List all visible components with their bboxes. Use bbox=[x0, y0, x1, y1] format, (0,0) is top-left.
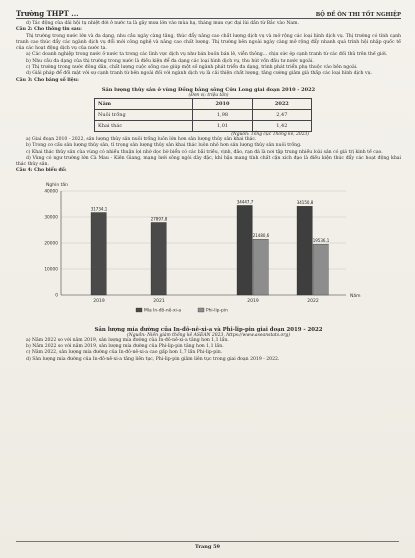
y-tick-label: 40000 bbox=[44, 189, 58, 195]
question-2 bbox=[16, 27, 401, 77]
table-title: Sản lượng thủy sản ở vùng Đồng bằng sông Cửu Long giai đoạn 2010 - 2022 bbox=[101, 86, 316, 93]
q2-label: Câu 2: Cho thông tin sau: bbox=[16, 27, 82, 33]
table-cell: 1,98 bbox=[193, 109, 252, 120]
table-row bbox=[95, 120, 312, 131]
q3-item-b: b) Trong cơ cấu sản lượng thủy sản, tỉ trọng sản lượng thủy sản khai thác luôn nhỏ hơn sản lượng thủy sản nuôi trồng. bbox=[26, 143, 302, 149]
chart-title: Sản lượng mía đường của In-đô-nê-xi-a và Phi-lip-pin giai đoạn 2019 - 2022 bbox=[94, 326, 323, 333]
data-table bbox=[94, 98, 312, 132]
q2-item-a: a) Các doanh nghiệp trong nước ở nước ta trong các lĩnh vực dịch vụ như bán buôn bán lẻ, viễn thông... chịu sức ép cạnh tranh từ các đối thủ trên thế giới. bbox=[26, 52, 388, 58]
legend-label: Phi-lip-pin bbox=[206, 308, 228, 314]
q4-item-c: c) Năm 2022, sản lượng mía đường của In-đô-nê-xi-a cao gấp hơn 1,7 lần Phi-lip-pin. bbox=[26, 350, 223, 356]
q4-item-b: b) Năm 2022 so với năm 2019, sản lượng mía đường của Phi-lip-pin tăng hơn 1,1 lần. bbox=[26, 344, 224, 350]
page-footer: Trang 59 bbox=[16, 541, 399, 550]
x-axis-label: Năm bbox=[350, 293, 361, 299]
y-tick-label: 20000 bbox=[44, 241, 58, 247]
q3-item-c: c) Khai thác thủy sản của vùng có nhiều thuận lợi nhờ dọc bờ biển có các bãi triều, vịnh, đảo, rạn đá là nơi tập trung nhiều loài sản có giá trị kinh tế cao. bbox=[26, 149, 383, 155]
chart-bar bbox=[253, 239, 268, 295]
data-label: 34150,8 bbox=[296, 199, 314, 205]
data-label: 21480,6 bbox=[252, 232, 270, 238]
data-label: 31734,1 bbox=[90, 206, 108, 212]
y-axis-label: Nghìn tấn bbox=[46, 182, 68, 188]
table-row-label: Khai thác bbox=[95, 120, 193, 131]
y-tick-label: 0 bbox=[55, 293, 58, 299]
page-header bbox=[16, 4, 401, 19]
table-year-2022: 2022 bbox=[252, 98, 311, 109]
q4-item-a: a) Năm 2022 so với năm 2019, sản lượng mía đường của In-đô-nê-xi-a tăng hơn 1,1 lần. bbox=[26, 337, 229, 343]
chart-bar bbox=[313, 244, 328, 295]
x-tick-label: 2019 bbox=[93, 298, 105, 304]
table-year-2010: 2010 bbox=[193, 98, 252, 109]
table-unit: (Đơn vị: triệu tấn) bbox=[188, 92, 229, 98]
q4-label: Câu 4: Cho biểu đồ: bbox=[16, 168, 67, 174]
question-4 bbox=[16, 168, 401, 362]
q2-item-b: b) Nhu cầu đa dạng của thị trường trong nước là điều kiện để đa dạng các loại hình dịch vụ, thu hút vốn đầu tư nước ngoài. bbox=[26, 58, 314, 64]
chart-source: (Nguồn: Niên giám thống kê ASEAN 2023, https://www.aseanstats.org) bbox=[127, 332, 290, 338]
table-header-row bbox=[95, 98, 312, 109]
exam-tag: BỘ ĐỀ ÔN THI TỐT NGHIỆP bbox=[315, 12, 401, 18]
bar-chart bbox=[16, 177, 401, 327]
table-source: (Nguồn: Tổng cục Thống kê, 2023) bbox=[231, 131, 309, 137]
y-tick-label: 10000 bbox=[44, 267, 58, 273]
table-cell: 2,47 bbox=[252, 109, 311, 120]
chart-bar bbox=[297, 206, 312, 295]
table-row bbox=[95, 109, 312, 120]
table-cell: 1,01 bbox=[193, 120, 252, 131]
q3-label: Câu 3: Cho bảng số liệu: bbox=[16, 77, 79, 83]
q2-item-c: c) Thị trường trong nước đông dân, chất lượng cuộc sống cao giúp một số ngành phát triển đa dạng, trình phát triển phụ thuộc vào bên ngoài. bbox=[26, 65, 358, 71]
q2-item-d: d) Giải pháp để đối mặt với sự cạnh tranh từ bên ngoài đối với ngành dịch vụ là cải thiện chất lượng, tăng cường giảm giá thấp các loại hình dịch vụ. bbox=[26, 71, 372, 77]
data-label: 27897,8 bbox=[150, 216, 168, 222]
chart-bar bbox=[151, 222, 166, 295]
q3-item-a: a) Giai đoạn 2010 - 2022, sản lượng thủy sản nuôi trồng luôn lớn hơn sản lượng thủy sản khai thác. bbox=[26, 136, 257, 142]
data-label: 19536,1 bbox=[312, 237, 330, 243]
table-col-head: Năm bbox=[95, 98, 193, 109]
legend-label: Mía In-đô-nê-xi-a bbox=[144, 308, 182, 314]
y-tick-label: 30000 bbox=[44, 215, 58, 221]
x-tick-label: 2019 bbox=[247, 298, 259, 304]
x-tick-label: 2021 bbox=[153, 298, 165, 304]
q3-item-d: d) Vùng có ngư trường lớn Cà Mau - Kiên Giang, mạng lưới sông ngòi dày đặc, khí hậu mang tính chất cận xích đạo là điều kiện thúc đẩy các hoạt động khai thác thủy sản. bbox=[16, 155, 401, 168]
chart-bar bbox=[91, 212, 106, 295]
legend-swatch bbox=[198, 308, 204, 312]
legend-swatch bbox=[136, 308, 142, 312]
data-label: 34447,7 bbox=[236, 199, 254, 205]
table-row-label: Nuôi trồng bbox=[95, 109, 193, 120]
chart-bar bbox=[237, 205, 252, 295]
x-tick-label: 2022 bbox=[307, 298, 319, 304]
question-3 bbox=[16, 78, 401, 169]
q4-item-d: d) Sản lượng mía đường của In-đô-nê-xi-a tăng liên tục, Phi-lip-pin giảm liên tục trong giai đoạn 2019 - 2022. bbox=[26, 356, 280, 362]
chart-container bbox=[16, 177, 401, 327]
intro-item: d) Tác động của dải hội tụ nhiệt đới ở nước ta là gây mưa lớn vào mùa hạ, tháng mưa cực đại lùi dần từ Bắc vào Nam. bbox=[26, 21, 299, 26]
q2-body: Thị trường trong nước lớn và đa dạng, nhu cầu ngày càng tăng, thúc đẩy nâng cao chất lượng dịch vụ và mở rộng các loại hình dịch vụ. Thị trường có tính cạnh tranh cao thúc đẩy các ngành dịch vụ đổi mới công nghệ và nâng cao chất lượng. Thị trường bên ngoài ngày càng mở rộng đẩy nhanh quá trình hội nhập quốc tế của các hoạt động dịch vụ của nước ta. bbox=[16, 33, 401, 52]
table-cell: 1,42 bbox=[252, 120, 311, 131]
school-name: Trường THPT ... bbox=[16, 9, 79, 18]
